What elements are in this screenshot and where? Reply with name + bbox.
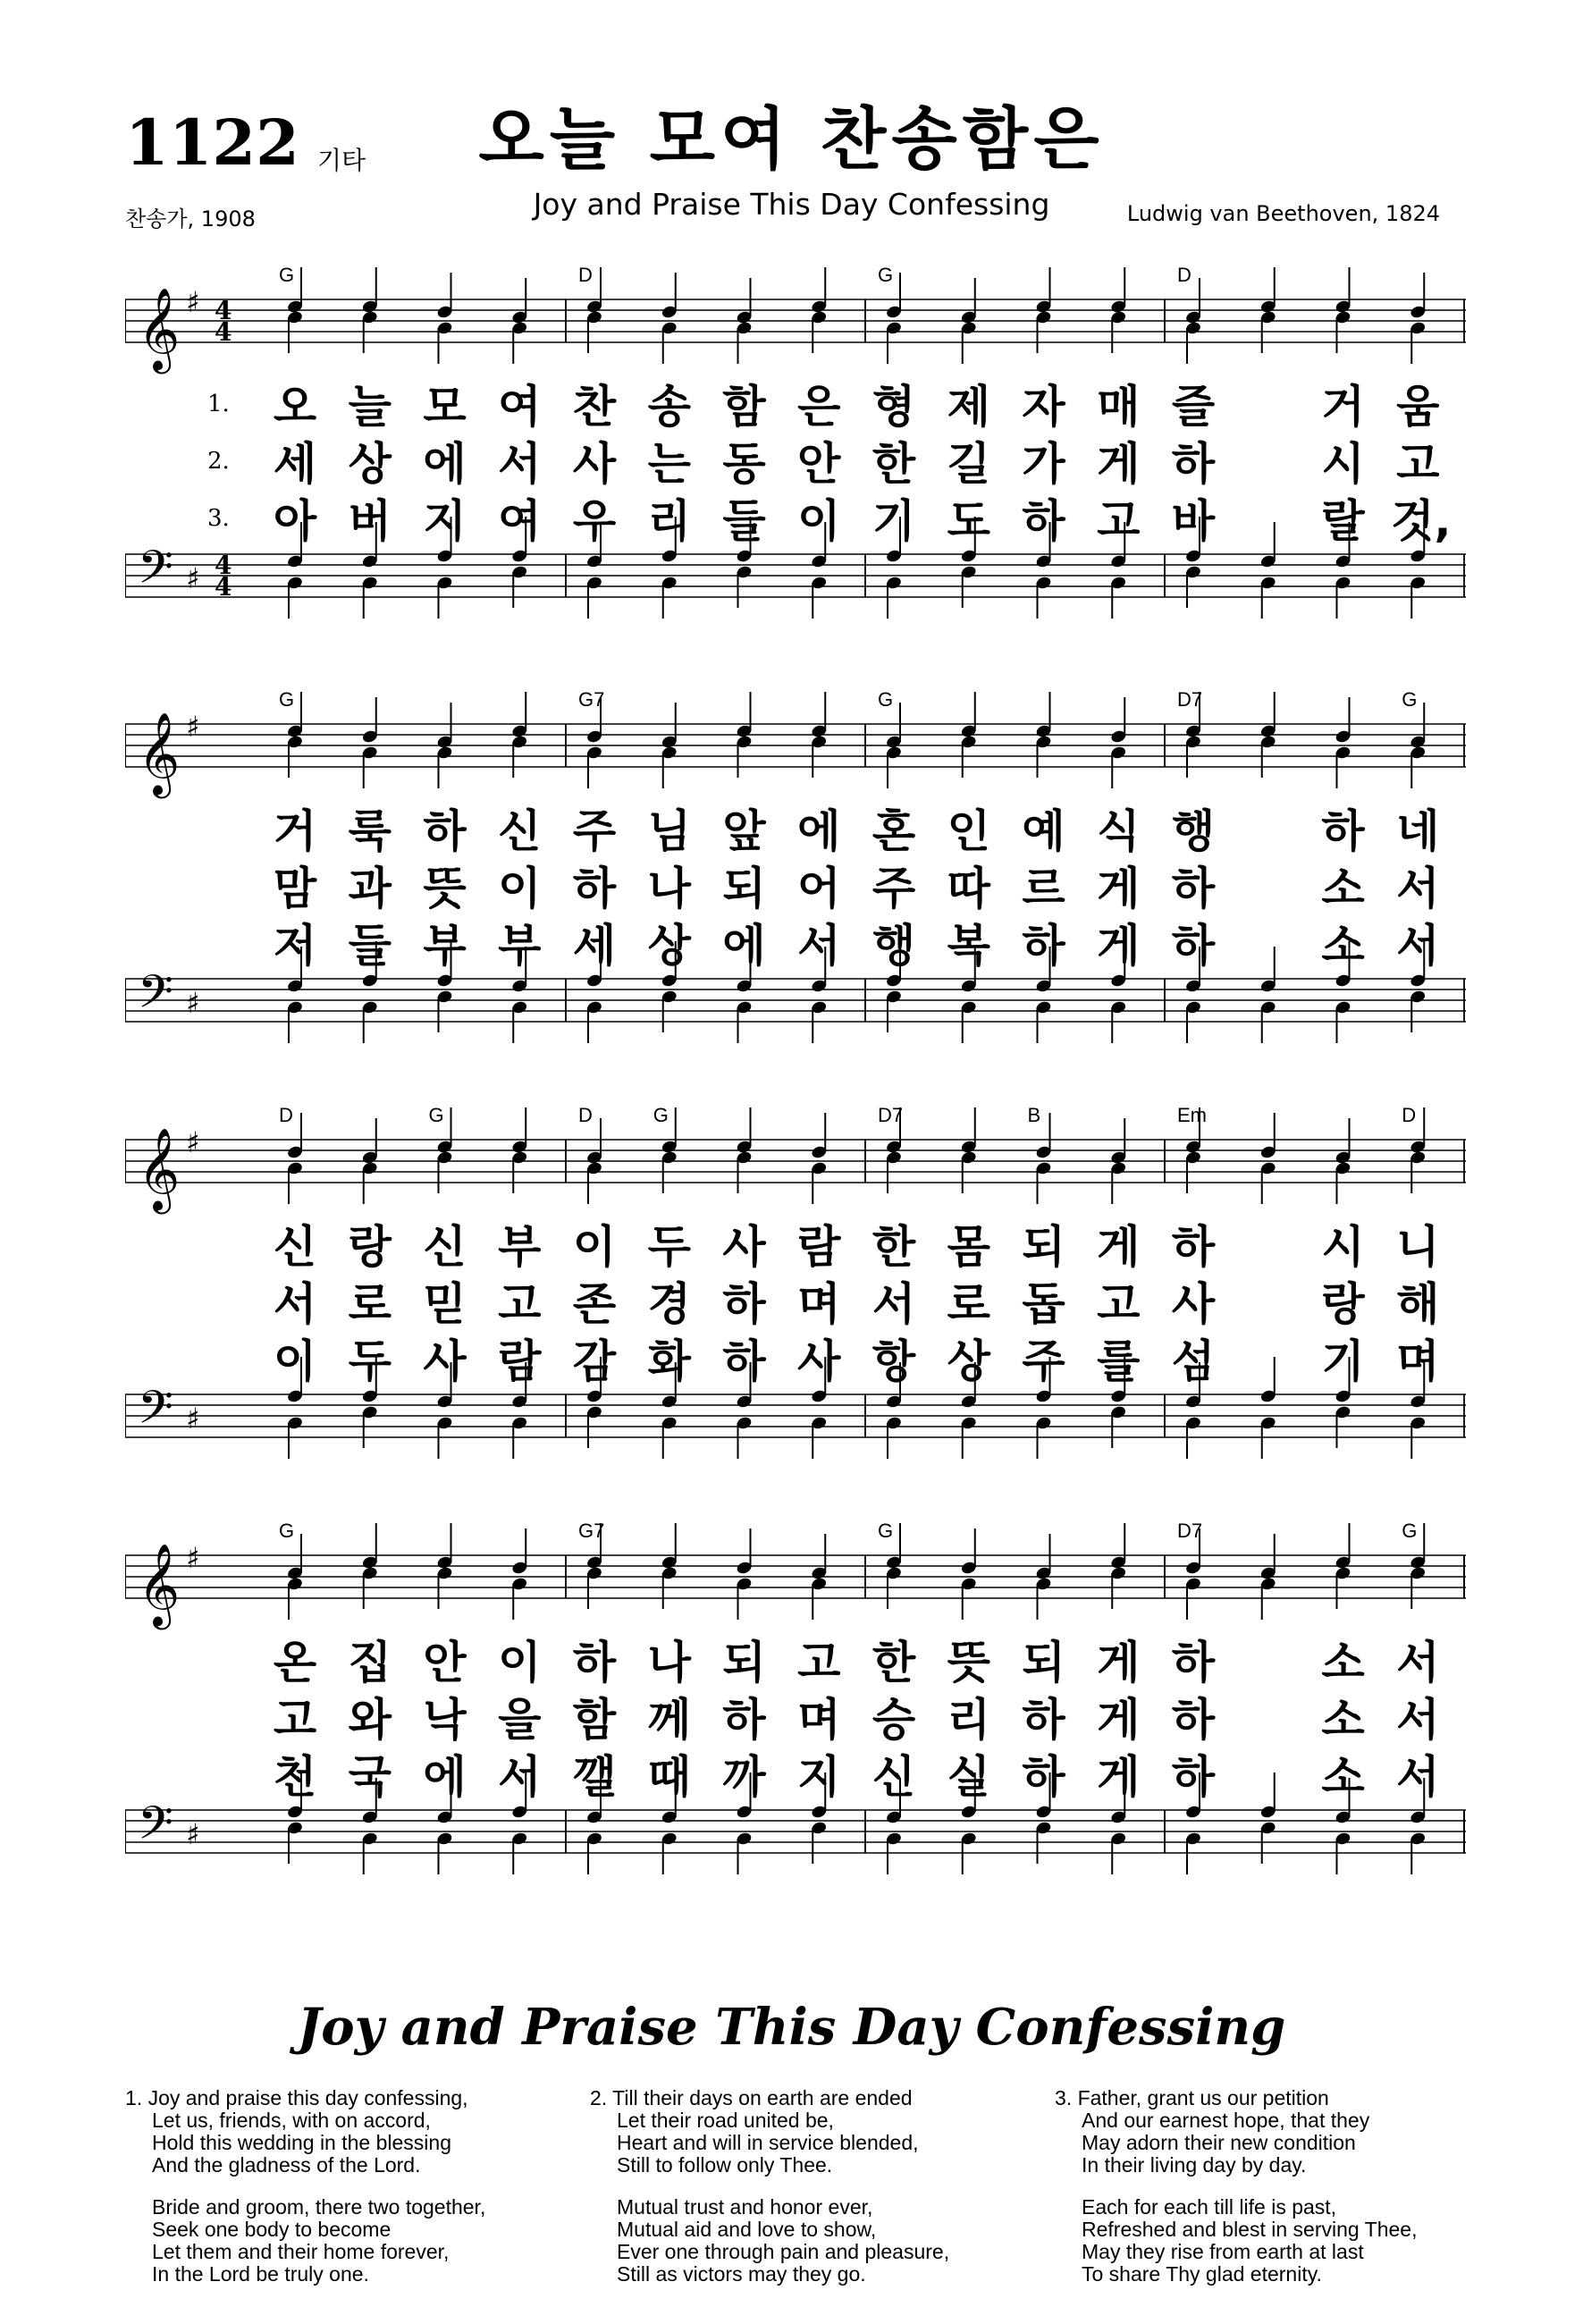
- chord-symbol: G: [1402, 688, 1418, 711]
- lyric-syllable: 행: [1171, 805, 1216, 857]
- lyric-syllable: 룩: [348, 805, 392, 857]
- chord-symbol: D: [578, 1104, 593, 1126]
- chord-symbol: G: [428, 1104, 444, 1126]
- lyric-syllable: 사: [1171, 1278, 1216, 1330]
- lyric-syllable: 소: [1321, 863, 1365, 914]
- lyric-syllable: 하: [1171, 1637, 1216, 1688]
- lyric-syllable: 실: [947, 1751, 990, 1803]
- lyric-syllable: 승: [871, 1694, 916, 1746]
- lyric-syllable: 상: [947, 1335, 990, 1387]
- lyric-syllable: 게: [1097, 1751, 1141, 1803]
- lyric-syllable: 소: [1321, 1637, 1365, 1688]
- lyric-syllable: 에: [423, 438, 467, 490]
- lyric-syllable: 한: [871, 1221, 916, 1273]
- lyric-syllable: 신: [423, 1221, 467, 1273]
- lyric-syllable: 되: [722, 863, 766, 914]
- verse-number: 1.: [207, 391, 230, 417]
- lyric-syllable: 사: [797, 1335, 841, 1387]
- verse-line: In their living day by day.: [1082, 2153, 1307, 2177]
- lyric-syllable: 게: [1097, 1221, 1141, 1273]
- lyric-syllable: 자: [1022, 381, 1065, 433]
- lyric-syllable: 게: [1097, 438, 1141, 490]
- verse-line: Let their road united be,: [617, 2109, 834, 2132]
- lyric-syllable: 제: [947, 381, 990, 433]
- lyric-syllable: 과: [348, 863, 392, 914]
- verse-line: Seek one body to become: [152, 2218, 392, 2241]
- sharp-icon: ♯: [186, 986, 200, 1020]
- sharp-icon: ♯: [186, 1402, 200, 1436]
- lyric-syllable: 어: [797, 863, 841, 914]
- lyric-syllable: 사: [722, 1221, 766, 1273]
- lyric-syllable: 에: [423, 1751, 467, 1803]
- lyric-syllable: 것,: [1391, 495, 1452, 547]
- english-verse-3: [1055, 2087, 1417, 2305]
- lyric-syllable: 거: [273, 805, 317, 857]
- lyric-syllable: 화: [647, 1335, 691, 1387]
- lyric-syllable: 주: [1022, 1335, 1065, 1387]
- sharp-icon: ♯: [186, 1541, 200, 1575]
- lyric-syllable: 을: [498, 1694, 542, 1746]
- chord-symbol: Em: [1177, 1104, 1207, 1126]
- lyric-syllable: 하: [1022, 1751, 1065, 1803]
- lyric-syllable: 며: [1396, 1335, 1440, 1387]
- lyric-syllable: 시: [1321, 1221, 1365, 1273]
- verse-number: 2.: [207, 448, 230, 475]
- lyric-line: [125, 1693, 1466, 1747]
- lyric-syllable: 깰: [572, 1751, 617, 1803]
- composer: Ludwig van Beethoven, 1824: [1126, 201, 1440, 226]
- lyric-syllable: 고: [797, 1637, 841, 1688]
- lyric-syllable: 로: [348, 1278, 392, 1330]
- lyric-syllable: 지: [797, 1751, 841, 1803]
- lyric-line: [125, 1636, 1466, 1689]
- lyric-syllable: 부: [498, 1221, 542, 1273]
- lyric-syllable: 하: [722, 1694, 766, 1746]
- lyric-syllable: 며: [797, 1694, 841, 1746]
- lyric-syllable: 하: [1171, 438, 1216, 490]
- lyric-syllable: 하: [1022, 920, 1065, 972]
- lyric-syllable: 여: [498, 495, 542, 547]
- lyric-syllable: 람: [498, 1335, 542, 1387]
- lyric-syllable: 님: [647, 805, 691, 857]
- verse-line: Heart and will in service blended,: [617, 2131, 919, 2154]
- treble-clef-icon: 𝄞: [138, 1127, 181, 1210]
- lyric-syllable: 와: [348, 1694, 392, 1746]
- verse-line: Refreshed and blest in serving Thee,: [1082, 2218, 1418, 2241]
- lyric-syllable: 사: [423, 1335, 467, 1387]
- lyric-syllable: 서: [1396, 863, 1440, 914]
- chord-symbol: G: [878, 264, 894, 286]
- chord-symbol: G: [653, 1104, 669, 1126]
- lyric-syllable: 랑: [1321, 1278, 1365, 1330]
- lyric-syllable: 매: [1097, 381, 1141, 433]
- lyric-syllable: 나: [647, 863, 691, 914]
- verse-line: Mutual aid and love to show,: [617, 2218, 877, 2241]
- lyric-syllable: 믿: [423, 1278, 467, 1330]
- lyric-syllable: 늘: [348, 381, 392, 433]
- lyric-syllable: 하: [1171, 1694, 1216, 1746]
- sharp-icon: ♯: [186, 561, 200, 595]
- chord-symbol: D: [578, 264, 593, 286]
- lyric-syllable: 오: [273, 381, 317, 433]
- hymn-category: 기타: [317, 146, 366, 175]
- lyric-syllable: 맘: [273, 863, 317, 914]
- verse-line: Still to follow only Thee.: [617, 2153, 833, 2177]
- lyric-syllable: 하: [1321, 805, 1365, 857]
- chord-symbol: D: [279, 1104, 293, 1126]
- lyric-line: [125, 1335, 1466, 1388]
- stanza: [125, 2196, 485, 2286]
- lyric-syllable: 랑: [348, 1221, 392, 1273]
- lyric-syllable: 에: [797, 805, 841, 857]
- lyric-syllable: 뜻: [423, 863, 467, 914]
- lyric-syllable: 로: [947, 1278, 990, 1330]
- lyric-syllable: 돕: [1022, 1278, 1065, 1330]
- lyric-syllable: 부: [498, 920, 542, 972]
- lyric-syllable: 고: [1097, 495, 1141, 547]
- verse-number: 3.: [207, 505, 230, 532]
- lyric-syllable: 한: [871, 438, 916, 490]
- lyric-syllable: 이: [797, 495, 841, 547]
- verse-line: To share Thy glad eternity.: [1082, 2262, 1322, 2286]
- title-english: Joy and Praise This Day Confessing: [533, 187, 1050, 222]
- lyric-syllable: 서: [1396, 1694, 1440, 1746]
- lyric-syllable: 해: [1396, 1278, 1440, 1330]
- lyric-syllable: 섬: [1171, 1335, 1216, 1387]
- lyric-line: [125, 1277, 1466, 1331]
- lyric-syllable: 복: [947, 920, 990, 972]
- hymn-number: 1122: [125, 105, 299, 180]
- lyric-syllable: 며: [797, 1278, 841, 1330]
- lyric-syllable: 니: [1396, 1221, 1440, 1273]
- english-verse-1: [125, 2087, 485, 2305]
- lyric-syllable: 하: [722, 1278, 766, 1330]
- lyric-syllable: 하: [1171, 863, 1216, 914]
- lyric-syllable: 낙: [423, 1694, 467, 1746]
- chord-symbol: G: [279, 1520, 295, 1542]
- lyric-syllable: 하: [572, 1637, 617, 1688]
- lyric-syllable: 서: [1396, 920, 1440, 972]
- sharp-icon: ♯: [186, 285, 200, 319]
- verse-line: 2. Till their days on earth are ended: [590, 2086, 913, 2109]
- verse-line: Mutual trust and honor ever,: [617, 2195, 873, 2219]
- lyric-syllable: 두: [348, 1335, 392, 1387]
- lyric-syllable: 시: [1321, 438, 1365, 490]
- lyric-syllable: 뜻: [947, 1637, 990, 1688]
- lyric-syllable: 움: [1396, 381, 1440, 433]
- chord-symbol: G: [878, 688, 894, 711]
- verse-line: Bride and groom, there two together,: [152, 2195, 486, 2219]
- lyric-syllable: 고: [273, 1694, 317, 1746]
- verse-line: Let them and their home forever,: [152, 2240, 450, 2263]
- lyric-syllable: 소: [1321, 920, 1365, 972]
- lyric-syllable: 아: [273, 495, 317, 547]
- lyric-syllable: 국: [348, 1751, 392, 1803]
- lyric-syllable: 온: [273, 1637, 317, 1688]
- verse-line: Hold this wedding in the blessing: [152, 2131, 451, 2154]
- english-title: Joy and Praise This Day Confessing: [297, 1998, 1286, 2057]
- chord-symbol: B: [1027, 1104, 1041, 1126]
- lyric-syllable: 앞: [722, 805, 766, 857]
- verse-line: Still as victors may they go.: [617, 2262, 866, 2286]
- lyric-syllable: 서: [498, 1751, 542, 1803]
- chord-symbol: G: [279, 688, 295, 711]
- lyric-syllable: 저: [273, 920, 317, 972]
- chord-symbol: G7: [578, 688, 605, 711]
- lyric-syllable: 고: [1097, 1278, 1141, 1330]
- stanza: [590, 2087, 949, 2177]
- lyric-syllable: 은: [797, 381, 841, 433]
- lyric-syllable: 상: [348, 438, 392, 490]
- lyric-syllable: 식: [1097, 805, 1141, 857]
- lyric-syllable: 버: [348, 495, 392, 547]
- lyric-syllable: 에: [722, 920, 766, 972]
- verse-line: And the gladness of the Lord.: [152, 2153, 421, 2177]
- verse-line: Ever one through pain and pleasure,: [617, 2240, 950, 2263]
- verse-line: In the Lord be truly one.: [152, 2262, 369, 2286]
- lyric-syllable: 주: [572, 805, 617, 857]
- lyric-syllable: 랄: [1321, 495, 1365, 547]
- lyric-syllable: 따: [947, 863, 990, 914]
- lyric-syllable: 되: [1022, 1637, 1065, 1688]
- lyric-syllable: 하: [423, 805, 467, 857]
- lyric-line: [125, 919, 1466, 973]
- verse-line: May they rise from earth at last: [1082, 2240, 1364, 2263]
- lyric-syllable: 함: [572, 1694, 617, 1746]
- lyric-syllable: 길: [947, 438, 990, 490]
- lyrics-source: 찬송가, 1908: [125, 206, 256, 232]
- lyric-syllable: 가: [1022, 438, 1065, 490]
- bass-clef-icon: 𝄢: [138, 1380, 173, 1445]
- lyric-syllable: 게: [1097, 863, 1141, 914]
- lyric-syllable: 까: [722, 1751, 766, 1803]
- lyric-syllable: 주: [871, 863, 916, 914]
- lyric-syllable: 행: [871, 920, 916, 972]
- time-signature: 4: [215, 317, 232, 347]
- chord-symbol: G: [878, 1520, 894, 1542]
- lyric-syllable: 하: [572, 863, 617, 914]
- lyric-syllable: 이: [498, 863, 542, 914]
- verse-line: 1. Joy and praise this day confessing,: [125, 2086, 468, 2109]
- treble-clef-icon: 𝄞: [138, 1543, 181, 1626]
- verse-line: Each for each till life is past,: [1082, 2195, 1337, 2219]
- lyric-syllable: 몸: [947, 1221, 990, 1273]
- lyric-syllable: 예: [1022, 805, 1065, 857]
- sharp-icon: ♯: [186, 1817, 200, 1851]
- bass-clef-icon: 𝄢: [138, 1796, 173, 1861]
- lyric-syllable: 신: [498, 805, 542, 857]
- lyric-syllable: 도: [947, 495, 990, 547]
- lyric-syllable: 이: [273, 1335, 317, 1387]
- lyric-syllable: 안: [423, 1637, 467, 1688]
- lyric-syllable: 형: [871, 381, 916, 433]
- lyric-syllable: 모: [423, 381, 467, 433]
- verse-line: 3. Father, grant us our petition: [1055, 2086, 1329, 2109]
- lyric-syllable: 상: [647, 920, 691, 972]
- lyric-syllable: 고: [1396, 438, 1440, 490]
- lyric-syllable: 안: [797, 438, 841, 490]
- stanza: [1055, 2087, 1417, 2177]
- lyric-syllable: 소: [1321, 1751, 1365, 1803]
- lyric-syllable: 르: [1022, 863, 1065, 914]
- lyric-syllable: 때: [647, 1751, 691, 1803]
- lyric-syllable: 게: [1097, 920, 1141, 972]
- lyric-syllable: 서: [1396, 1751, 1440, 1803]
- verse-line: And our earnest hope, that they: [1082, 2109, 1370, 2132]
- lyric-line: [125, 437, 1466, 491]
- lyric-syllable: 혼: [871, 805, 916, 857]
- lyric-syllable: 들: [348, 920, 392, 972]
- time-signature: 4: [215, 551, 232, 580]
- chord-symbol: G: [1402, 1520, 1418, 1542]
- lyric-syllable: 사: [572, 438, 617, 490]
- lyric-syllable: 집: [348, 1637, 392, 1688]
- lyric-syllable: 서: [797, 920, 841, 972]
- chord-symbol: D7: [878, 1104, 904, 1126]
- lyric-syllable: 는: [647, 438, 691, 490]
- lyric-syllable: 나: [647, 1637, 691, 1688]
- lyric-line: [125, 1750, 1466, 1804]
- lyric-syllable: 이: [572, 1221, 617, 1273]
- bass-clef-icon: 𝄢: [138, 964, 173, 1030]
- lyric-syllable: 하: [1171, 1751, 1216, 1803]
- lyric-syllable: 서: [871, 1278, 916, 1330]
- sharp-icon: ♯: [186, 1125, 200, 1159]
- stanza: [590, 2196, 949, 2286]
- time-signature: 4: [215, 296, 232, 325]
- lyric-syllable: 세: [273, 438, 317, 490]
- lyric-syllable: 감: [572, 1335, 617, 1387]
- treble-clef-icon: 𝄞: [138, 287, 181, 370]
- lyric-syllable: 신: [273, 1221, 317, 1273]
- title-korean: 오늘 모여 찬송함은: [478, 99, 1105, 179]
- lyric-syllable: 되: [722, 1637, 766, 1688]
- chord-symbol: G: [279, 264, 295, 286]
- verse-line: Let us, friends, with on accord,: [152, 2109, 431, 2132]
- lyric-syllable: 기: [1321, 1335, 1365, 1387]
- lyric-syllable: 여: [498, 381, 542, 433]
- lyric-syllable: 부: [423, 920, 467, 972]
- lyric-line: [125, 862, 1466, 915]
- lyric-syllable: 서: [498, 438, 542, 490]
- lyric-syllable: 이: [498, 1637, 542, 1688]
- sharp-icon: ♯: [186, 710, 200, 744]
- chord-symbol: D7: [1177, 688, 1203, 711]
- chord-symbol: D: [1177, 264, 1191, 286]
- lyric-line: [125, 804, 1466, 858]
- lyric-syllable: 게: [1097, 1694, 1141, 1746]
- lyric-syllable: 하: [1022, 1694, 1065, 1746]
- lyric-syllable: 게: [1097, 1637, 1141, 1688]
- lyric-line: [125, 1220, 1466, 1274]
- lyric-syllable: 세: [572, 920, 617, 972]
- lyric-syllable: 송: [647, 381, 691, 433]
- lyric-syllable: 리: [647, 495, 691, 547]
- lyric-syllable: 즐: [1171, 381, 1216, 433]
- lyric-syllable: 지: [423, 495, 467, 547]
- lyric-syllable: 를: [1097, 1335, 1141, 1387]
- lyric-syllable: 하: [1171, 1221, 1216, 1273]
- lyric-syllable: 서: [273, 1278, 317, 1330]
- lyric-syllable: 기: [871, 495, 916, 547]
- lyric-syllable: 찬: [572, 381, 617, 433]
- lyric-syllable: 우: [572, 495, 617, 547]
- lyric-syllable: 천: [273, 1751, 317, 1803]
- chord-symbol: G7: [578, 1520, 605, 1542]
- lyric-syllable: 람: [797, 1221, 841, 1273]
- lyric-syllable: 하: [1171, 920, 1216, 972]
- lyric-syllable: 소: [1321, 1694, 1365, 1746]
- lyric-syllable: 되: [1022, 1221, 1065, 1273]
- lyric-syllable: 동: [722, 438, 766, 490]
- chord-symbol: D7: [1177, 1520, 1203, 1542]
- lyric-syllable: 들: [722, 495, 766, 547]
- stanza: [125, 2087, 485, 2177]
- lyric-syllable: 리: [947, 1694, 990, 1746]
- lyric-line: [125, 380, 1466, 434]
- lyric-syllable: 하: [1022, 495, 1065, 547]
- lyric-syllable: 네: [1396, 805, 1440, 857]
- lyric-line: [125, 494, 1466, 548]
- lyric-syllable: 거: [1321, 381, 1365, 433]
- treble-clef-icon: 𝄞: [138, 712, 181, 795]
- english-verse-2: [590, 2087, 949, 2305]
- lyric-syllable: 께: [647, 1694, 691, 1746]
- lyric-syllable: 고: [498, 1278, 542, 1330]
- lyric-syllable: 하: [722, 1335, 766, 1387]
- lyric-syllable: 함: [722, 381, 766, 433]
- lyric-syllable: 경: [647, 1278, 691, 1330]
- lyric-syllable: 신: [871, 1751, 916, 1803]
- lyric-syllable: 항: [871, 1335, 916, 1387]
- lyric-syllable: 두: [647, 1221, 691, 1273]
- stanza: [1055, 2196, 1417, 2286]
- lyric-syllable: 인: [947, 805, 990, 857]
- lyric-syllable: 바: [1171, 495, 1216, 547]
- bass-clef-icon: 𝄢: [138, 540, 173, 605]
- lyric-syllable: 존: [572, 1278, 617, 1330]
- verse-line: May adorn their new condition: [1082, 2131, 1356, 2154]
- lyric-syllable: 한: [871, 1637, 916, 1688]
- lyric-syllable: 서: [1396, 1637, 1440, 1688]
- time-signature: 4: [215, 572, 232, 602]
- chord-symbol: D: [1402, 1104, 1417, 1126]
